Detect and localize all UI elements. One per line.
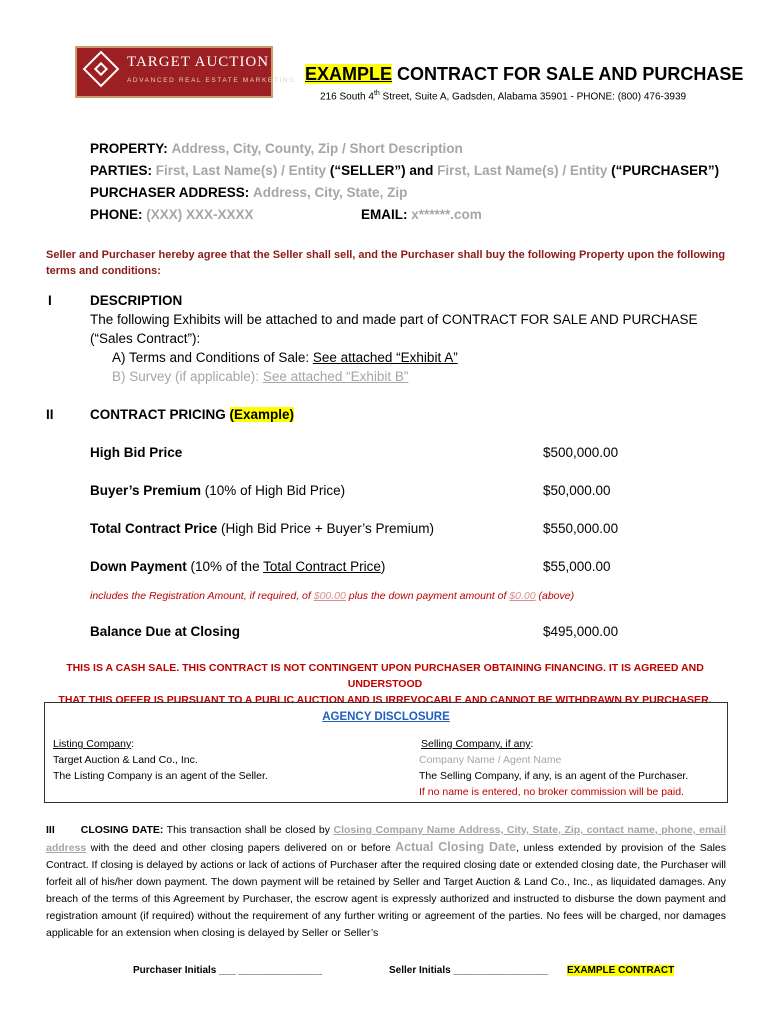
phone-field[interactable]: (XXX) XXX-XXXX <box>146 207 254 222</box>
parties-label: PARTIES: <box>90 163 153 178</box>
listing-company-note: The Listing Company is an agent of the Seller. <box>53 770 268 782</box>
purchaser-tag: (“PURCHASER”) <box>611 163 720 178</box>
company-address <box>320 90 686 102</box>
seller-tag: (“SELLER”) and <box>329 163 434 178</box>
company-logo <box>75 46 296 98</box>
exhibit-a-link[interactable]: See attached “Exhibit A” <box>312 350 458 365</box>
closing-date-paragraph <box>46 822 726 942</box>
document-title <box>305 64 743 85</box>
agency-disclosure-box <box>44 702 728 803</box>
section-2-number: II <box>46 407 54 422</box>
purchaser-address-field[interactable]: Address, City, State, Zip <box>253 185 408 200</box>
section-2-heading-highlight: (Example) <box>229 407 295 422</box>
title-example: EXAMPLE <box>305 64 393 84</box>
phone-label: PHONE: <box>90 207 143 222</box>
broker-commission-warning: If no name is entered, no broker commission will be paid. <box>419 786 684 798</box>
dp-note-text: plus the down payment amount of <box>345 590 510 602</box>
total-note: (High Bid Price + Buyer’s Premium) <box>217 521 434 536</box>
logo-tagline: ADVANCED REAL ESTATE MARKETING <box>127 77 296 84</box>
down-payment-label <box>90 559 385 574</box>
closing-text: , unless extended by provision of the Sales Contract. If closing is delayed by actions or lack of actions of Purchaser after the required closing date or extended closing date, the Purchaser will forfeit all of his/her down payment. The down payment will be retained by Seller and Target Auction & Land Co., Inc., as liquidated damages. Any breach of the terms of this Agreement by Purchaser, the escrow agent is expressly authorized and instructed to disburse the down payment and registration amount (if required) without the requirement of any further writing or agreement of the parties. No fees will be charged, nor damages applicable for an extension when closing is delayed by Seller or Seller’s <box>46 842 726 939</box>
registration-amount-field[interactable]: $00.00 <box>313 590 346 602</box>
total-value: $550,000.00 <box>543 521 619 536</box>
address-sup: th <box>373 90 380 97</box>
dp-note-text: includes the Registration Amount, if required, of <box>90 590 314 602</box>
closing-text: This transaction shall be closed by <box>163 824 334 836</box>
intro-paragraph: Seller and Purchaser hereby agree that the Seller shall sell, and the Purchaser shall buy the following Property upon the following terms and conditions: <box>46 249 726 277</box>
down-payment-value: $55,000.00 <box>543 559 611 574</box>
down-label-text: Down Payment <box>90 559 187 574</box>
listing-colon: : <box>131 738 135 750</box>
section-1-number: I <box>48 293 52 308</box>
exhibit-a-item <box>112 350 458 365</box>
email-label: EMAIL: <box>361 207 408 222</box>
down-note-pre: (10% of the <box>186 559 264 574</box>
purchaser-address-label: PURCHASER ADDRESS: <box>90 185 250 200</box>
down-payment-note <box>90 590 574 602</box>
cash-notice-line2: THAT THIS OFFER IS PURSUANT TO A PUBLIC AUCTION AND IS IRREVOCABLE AND CANNOT BE WITHDRAWN BY PURCHASER. <box>58 694 712 706</box>
address-part: Street, Suite A, Gadsden, Alabama 35901 - PHONE: (800) 476-3939 <box>379 91 687 103</box>
email-line <box>361 207 482 222</box>
listing-company-name: Target Auction & Land Co., Inc. <box>53 754 198 766</box>
total-label-text: Total Contract Price <box>90 521 218 536</box>
purchaser-initials[interactable]: Purchaser Initials ___ _______________ <box>133 965 323 976</box>
high-bid-value: $500,000.00 <box>543 445 619 460</box>
selling-company-field[interactable]: Company Name / Agent Name <box>419 754 562 766</box>
section-2-heading-text: CONTRACT PRICING <box>90 407 230 422</box>
cash-notice-line1: THIS IS A CASH SALE. THIS CONTRACT IS NOT CONTINGENT UPON PURCHASER OBTAINING FINANCING. IT IS AGREED AND UNDERSTOOD <box>66 662 704 690</box>
down-note-link: Total Contract Price <box>263 559 381 574</box>
balance-value: $495,000.00 <box>543 624 619 639</box>
down-note-post: ) <box>380 559 386 574</box>
email-field[interactable]: x******.com <box>411 207 482 222</box>
diamond-logo-icon <box>83 51 120 88</box>
selling-colon: : <box>530 738 534 750</box>
parties-line <box>90 163 719 178</box>
premium-note: (10% of High Bid Price) <box>201 483 346 498</box>
selling-label-text: Selling Company, if any <box>421 738 531 750</box>
example-contract-tag: EXAMPLE CONTRACT <box>567 965 675 976</box>
address-part: 216 South 4 <box>320 91 374 103</box>
dp-note-text: (above) <box>535 590 575 602</box>
cash-sale-notice <box>40 660 730 708</box>
section-1-heading: DESCRIPTION <box>90 293 183 308</box>
section-1-line2: (“Sales Contract”): <box>90 331 201 346</box>
seller-name-field[interactable]: First, Last Name(s) / Entity <box>155 163 327 178</box>
section-3-heading: CLOSING DATE: <box>80 824 164 836</box>
section-3-number: III <box>46 824 55 836</box>
listing-company-label <box>53 738 134 750</box>
exhibit-b-item <box>112 369 408 384</box>
title-rest: CONTRACT FOR SALE AND PURCHASE <box>392 64 744 84</box>
premium-label <box>90 483 345 498</box>
down-payment-amount-field[interactable]: $0.00 <box>509 590 536 602</box>
closing-text: with the deed and other closing papers delivered on or before <box>86 842 396 854</box>
exhibit-a-prefix: A) Terms and Conditions of Sale: <box>112 350 313 365</box>
balance-label: Balance Due at Closing <box>90 624 241 639</box>
phone-line <box>90 207 254 222</box>
section-1-line1: The following Exhibits will be attached to and made part of CONTRACT FOR SALE AND PURCHASE <box>90 312 698 327</box>
exhibit-b-link[interactable]: See attached “Exhibit B” <box>262 369 409 384</box>
purchaser-address-line <box>90 185 407 200</box>
listing-label-text: Listing Company <box>53 738 132 750</box>
selling-company-note: The Selling Company, if any, is an agent of the Purchaser. <box>419 770 689 782</box>
logo-name: TARGET AUCTION <box>127 54 270 70</box>
actual-closing-date-field[interactable]: Actual Closing Date <box>395 840 517 854</box>
property-label: PROPERTY: <box>90 141 168 156</box>
diamond-inner-icon <box>94 62 108 76</box>
premium-label-text: Buyer’s Premium <box>90 483 202 498</box>
section-2-heading <box>90 407 294 422</box>
seller-initials[interactable]: Seller Initials _________________ <box>389 965 549 976</box>
purchaser-name-field[interactable]: First, Last Name(s) / Entity <box>437 163 608 178</box>
premium-value: $50,000.00 <box>543 483 611 498</box>
high-bid-label: High Bid Price <box>90 445 183 460</box>
property-field[interactable]: Address, City, County, Zip / Short Description <box>171 141 463 156</box>
selling-company-label <box>421 738 533 750</box>
total-label <box>90 521 434 536</box>
property-line <box>90 141 463 156</box>
agency-disclosure-title: AGENCY DISCLOSURE <box>322 711 450 723</box>
closing-company-field[interactable]: Closing Company Name Address, City, State, Zip, contact name, phone, email address <box>46 824 726 854</box>
exhibit-b-prefix: B) Survey (if applicable): <box>112 369 263 384</box>
